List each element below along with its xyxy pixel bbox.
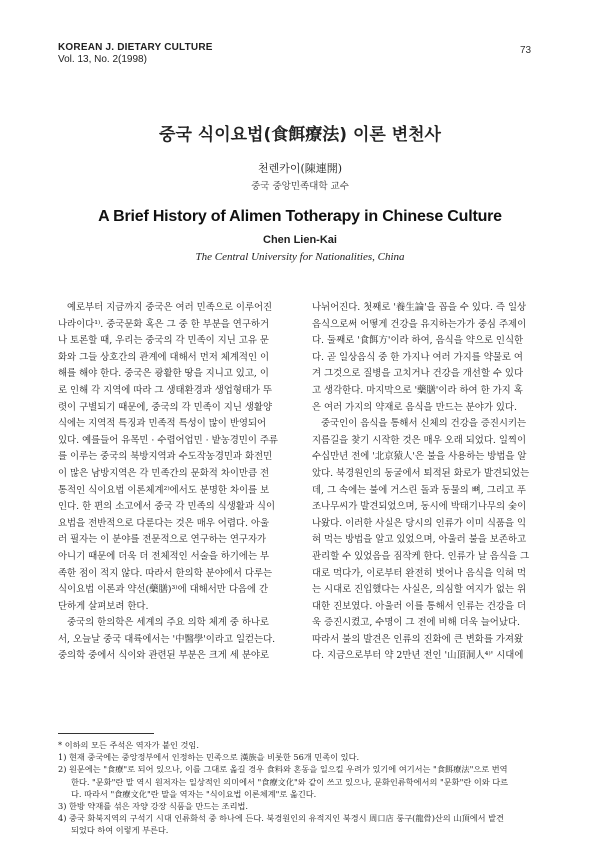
footnote-rule	[58, 733, 154, 734]
body-line: 관리할 수 있었음을 짐작케 한다. 인류가 날 음식을 그	[312, 550, 530, 562]
english-affiliation: The Central University for Nationalities, China	[195, 251, 405, 263]
body-line: 러 필자는 이 분야를 전문적으로 연구하는 연구자가	[58, 534, 267, 546]
page-number: 73	[520, 45, 532, 56]
body-line: 식에는 지역적 특징과 민족적 특성이 많이 반영되어	[58, 418, 267, 430]
body-line: 인다. 한 편의 소고에서 중국 각 민족의 식생활과 식이	[58, 501, 276, 513]
volume-issue: Vol. 13, No. 2(1998)	[58, 54, 147, 65]
body-line: 통적인 식이요법 이론체계²⁾에서도 분명한 차이를 보	[58, 484, 270, 496]
footnote: 2) 원문에는 "食療"로 되어 있으나, 이를 그대로 옮길 경우 食料와 혼동을 일으킬 우려가 있기에 여기서는 "食餌療法"으로 번역	[58, 764, 508, 775]
body-line: 해를 해야 한다. 중국은 광활한 땅을 지니고 있고, 이	[58, 368, 269, 380]
body-line: 았다. 북경원인의 동굴에서 퇴적된 화로가 발견되었는	[312, 467, 530, 479]
body-line: 다. 곧 일상음식 중 한 가지나 여러 가지를 약물로 여	[312, 351, 523, 363]
footnotes	[58, 739, 548, 837]
body-line: 나 토론할 때, 우리는 중국의 각 민족이 지닌 고유 문	[58, 335, 269, 347]
body-column-right	[312, 300, 548, 665]
body-line: 중국의 한의학은 세계의 주요 의학 체계 중 하나로	[67, 617, 269, 629]
body-line: 중의학 중에서 식이와 관련된 부분은 크게 세 분야로	[58, 650, 270, 662]
body-line: 이 많은 남방지역은 각 민족간의 문화적 차이만큼 전	[58, 467, 270, 479]
body-line: 단하게 살펴보려 한다.	[58, 600, 149, 612]
footnote-continuation: 한다. "문화"란 말 역시 원저자는 일상적인 의미에서 "食療文化"와 같이 쓰고 있으나, 문화인류학에서의 "문화"란 이와 다르	[71, 776, 509, 787]
korean-affiliation: 중국 중앙민족대학 교수	[251, 181, 349, 192]
journal-name: KOREAN J. DIETARY CULTURE	[58, 42, 213, 53]
footnote: 1) 현재 중국에는 중앙정부에서 인정하는 민족으로 漢族을 비롯한 56개 민족이 있다.	[58, 752, 360, 763]
english-author: Chen Lien-Kai	[263, 234, 337, 246]
body-line: 겨 그것으로 질병을 고치거나 건강을 개선할 수 있다	[312, 368, 524, 380]
footnote: 4) 중국 화북지역의 구석기 시대 인류화석 중 하나에 든다. 북경원인의 유적지인 북경시 周口店 룽구(龍骨)산의 山頂에서 발견	[58, 813, 504, 824]
body-line: 혀 먹는 방법을 알고 있었으며, 아울러 불을 보존하고	[312, 534, 527, 546]
body-line: 있다. 예를들어 유목민 · 수렵어업민 · 밭농경민이 주류	[58, 434, 278, 446]
body-line: 족한 점이 적지 않다. 따라서 한의학 분야에서 다루는	[58, 567, 273, 579]
body-line: 고 생각한다. 마지막으로 '藥膳'이라 하여 한 가지 혹	[312, 384, 523, 396]
footnote: * 이하의 모든 주석은 역자가 붙인 것임.	[58, 740, 199, 750]
footnote-continuation: 되었다 하여 이렇게 부른다.	[71, 825, 169, 836]
footnote-continuation: 다. 따라서 "食療文化"란 말을 역자는 "식이요법 이론체계"로 옮긴다.	[71, 788, 317, 799]
body-line: 렷이 구별되기 때문에, 중국의 각 민족이 지닌 생활양	[58, 401, 273, 413]
body-line: 식이요법 이론과 약선(藥膳)³⁾에 대해서만 다음에 간	[58, 584, 269, 596]
body-line: 는 시대로 진입했다는 사실은, 의심할 여지가 없는 위	[312, 584, 527, 596]
body-line: 조나무씨가 발견되었으며, 동시에 박태기나무의 숯이	[312, 501, 527, 513]
body-line: 화와 그들 상호간의 관계에 대해서 먼저 체계적인 이	[58, 351, 270, 363]
body-column-left	[58, 300, 294, 665]
body-line: 아니기 때문에 더욱 더 전체적인 서술을 하기에는 부	[58, 550, 270, 562]
body-line: 대로 먹다가, 이로부터 완전히 벗어나 음식을 익혀 먹	[312, 567, 527, 579]
body-line: 예로부터 지금까지 중국은 여러 민족으로 이루어진	[67, 302, 273, 313]
english-title: A Brief History of Alimen Totherapy in Chinese Culture	[98, 208, 502, 225]
body-line: 대한 진보였다. 아울러 이를 통해서 인류는 건강을 더	[312, 600, 527, 612]
body-line: 데, 그 속에는 불에 거스린 돌과 동물의 뼈, 그리고 푸	[312, 484, 526, 496]
body-line: 서, 오늘날 중국 대륙에서는 '中醫學'이라고 일컫는다.	[58, 633, 276, 645]
body-line: 나뉘어진다. 첫째로 '養生論'을 꼽을 수 있다. 즉 일상	[312, 302, 527, 313]
korean-author: 천렌카이(陳連開)	[257, 162, 343, 175]
body-line: 은 여러 가지의 약재로 음식을 만드는 분야가 있다.	[312, 401, 517, 413]
body-line: 로 인해 각 지역에 따라 그 생태환경과 생업형태가 뚜	[58, 384, 273, 396]
body-line: 나왔다. 이러한 사실은 당시의 인류가 이미 식품을 익	[312, 517, 527, 529]
body-line: 나라이다¹⁾. 중국문화 혹은 그 중 한 부분을 연구하거	[58, 318, 270, 330]
body-line: 다. 둘째로 '食餌方'이라 하여, 음식을 약으로 인식한	[312, 335, 524, 347]
body-line: 지름길을 찾기 시작한 것은 매우 오래 되었다. 일찍이	[312, 434, 527, 446]
korean-title: 중국 식이요법(食餌療法) 이론 변천사	[159, 125, 441, 145]
body-line: 따라서 불의 발견은 인류의 진화에 큰 변화를 가져왔	[312, 633, 524, 645]
journal-header	[58, 42, 213, 66]
body-line: 다. 지금으로부터 약 2만년 전인 '山頂洞人⁴⁾' 시대에	[312, 650, 524, 662]
body-line: 수십만년 전에 '北京猿人'은 불을 사용하는 방법을 알	[312, 451, 527, 463]
body-line: 음식으로써 어떻게 건강을 유지하는가가 중심 주제이	[312, 318, 527, 330]
body-line: 요법을 전반적으로 다룬다는 것은 매우 어렵다. 아울	[58, 517, 270, 529]
body-line: 중국인이 음식을 통해서 신체의 건강을 증진시키는	[321, 418, 527, 430]
footnote: 3) 한방 약재를 섞은 자양 강장 식품을 만드는 조리법.	[58, 801, 249, 812]
body-line: 를 이루는 중국의 북방지역과 수도작농경민과 화전민	[58, 451, 273, 463]
body-line: 욱 증진시켰고, 수명이 그 전에 비해 더욱 늘어났다.	[312, 617, 520, 629]
